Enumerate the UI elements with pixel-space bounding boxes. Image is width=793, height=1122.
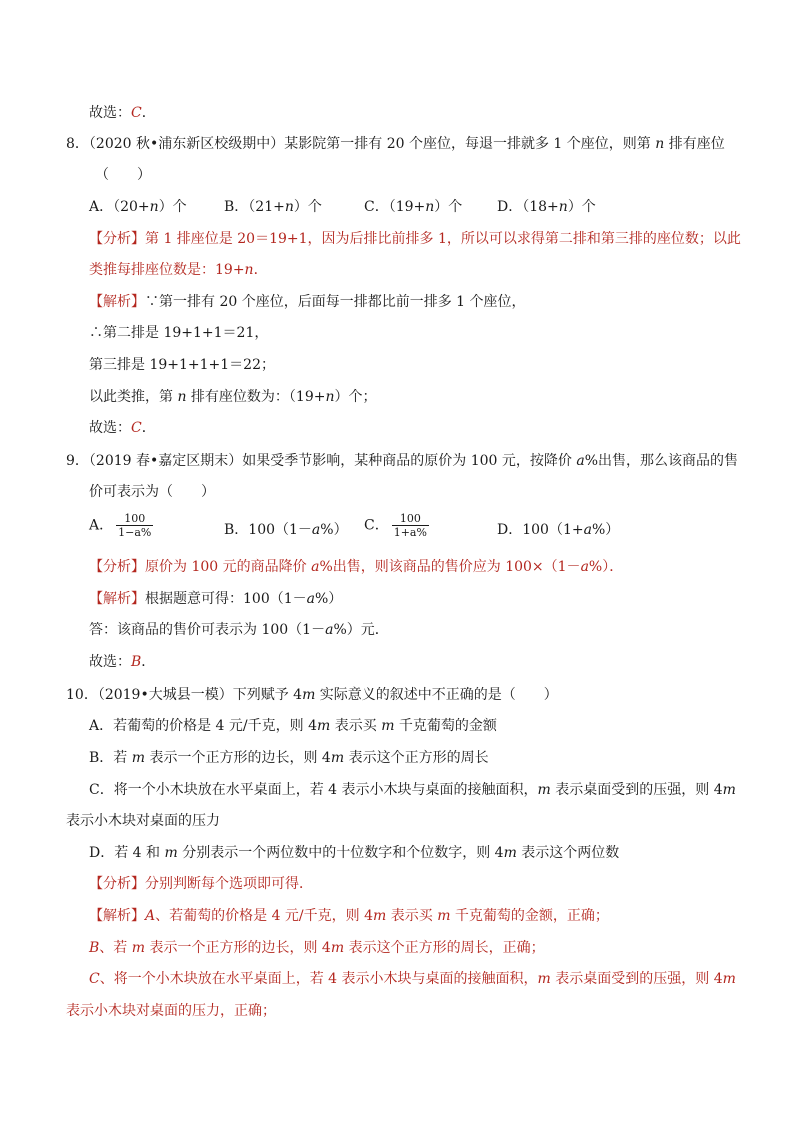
q8-solution-line2: ∴第二排是 19+1+1＝21， (89, 325, 269, 341)
q9-analysis: 【分析】原价为 100 元的商品降价 a%出售，则该商品的售价应为 100×（1－a%）． (89, 559, 624, 575)
q10-option-a: A．若葡萄的价格是 4 元/千克，则 4m 表示买 m 千克葡萄的金额 (89, 718, 497, 734)
q10-analysis: 【分析】分别判断每个选项即可得． (89, 876, 313, 892)
q8-option-b: B．（21+n）个 (224, 199, 322, 215)
q9-option-c: C． $\frac{100}{1+a\%}$ (364, 512, 427, 539)
q9-reply: 答：该商品的售价可表示为 100（1－a%）元． (89, 622, 389, 638)
q8-answer: 故选：C． (89, 420, 156, 436)
q9-option-d: D．100（1+a%） (497, 522, 620, 538)
q10-solution-a: 【解析】A、若葡萄的价格是 4 元/千克，则 4m 表示买 m 千克葡萄的金额，正确； (89, 908, 609, 924)
q10-solution-b: B、若 m 表示一个正方形的边长，则 4m 表示这个正方形的周长，正确； (89, 940, 545, 956)
q8-analysis-line2: 类推每排座位数是：19+n． (89, 262, 268, 278)
q9-answer: 故选：B． (89, 654, 156, 670)
q9-stem-line2: 价可表示为（ ） (89, 484, 215, 500)
q8-solution-line3: 第三排是 19+1+1+1＝22； (89, 357, 275, 373)
q8-solution-line4: 以此类推，第 n 排有座位数为：（19+n）个； (89, 389, 377, 405)
q10-solution-c-line2: 表示小木块对桌面的压力，正确； (66, 1003, 276, 1019)
q8-stem-brackets: （ ） (95, 167, 151, 183)
q10-solution-c-line1: C、将一个小木块放在水平桌面上，若 4 表示小木块与桌面的接触面积，m 表示桌面受到的压强，则 4m (89, 971, 736, 987)
q9-option-c-fraction: $\frac{100}{1+a\%}$ (393, 512, 427, 539)
q10-option-c-line2: 表示小木块对桌面的压力 (66, 813, 220, 829)
q8-option-d: D．（18+n）个 (497, 199, 596, 215)
q9-stem: 9．（2019 春•嘉定区期末）如果受季节影响，某种商品的原价为 100 元，按降价 a%出售，那么该商品的售 (66, 453, 738, 469)
q9-option-a: A． $\frac{100}{1-a\%}$ (89, 512, 152, 539)
q8-analysis-line1: 【分析】第 1 排座位是 20＝19+1，因为后排比前排多 1，所以可以求得第二排和第三排的座位数；以此 (89, 231, 741, 247)
q10-option-c-line1: C．将一个小木块放在水平桌面上，若 4 表示小木块与桌面的接触面积，m 表示桌面受到的压强，则 4m (89, 782, 736, 798)
q9-option-a-fraction: $\frac{100}{1-a\%}$ (118, 512, 152, 539)
q7-answer: 故选：C． (89, 105, 156, 121)
q8-stem: 8．（2020 秋•浦东新区校级期中）某影院第一排有 20 个座位，每退一排就多 1 个座位，则第 n 排有座位 (66, 136, 725, 152)
q10-stem: 10．（2019•大城县一模）下列赋予 4m 实际意义的叙述中不正确的是（ ） (66, 687, 558, 703)
q8-option-c: C．（19+n）个 (364, 199, 463, 215)
q9-option-b: B．100（1－a%） (224, 522, 348, 538)
q9-solution: 【解析】根据题意可得：100（1－a%） (89, 591, 343, 607)
q10-option-b: B．若 m 表示一个正方形的边长，则 4m 表示这个正方形的周长 (89, 750, 489, 766)
q10-option-d: D．若 4 和 m 分别表示一个两位数中的十位数字和个位数字，则 4m 表示这个两位数 (89, 845, 620, 861)
q8-option-a: A．（20+n）个 (89, 199, 187, 215)
q8-solution-line1: 【解析】∵第一排有 20 个座位，后面每一排都比前一排多 1 个座位， (89, 294, 526, 310)
